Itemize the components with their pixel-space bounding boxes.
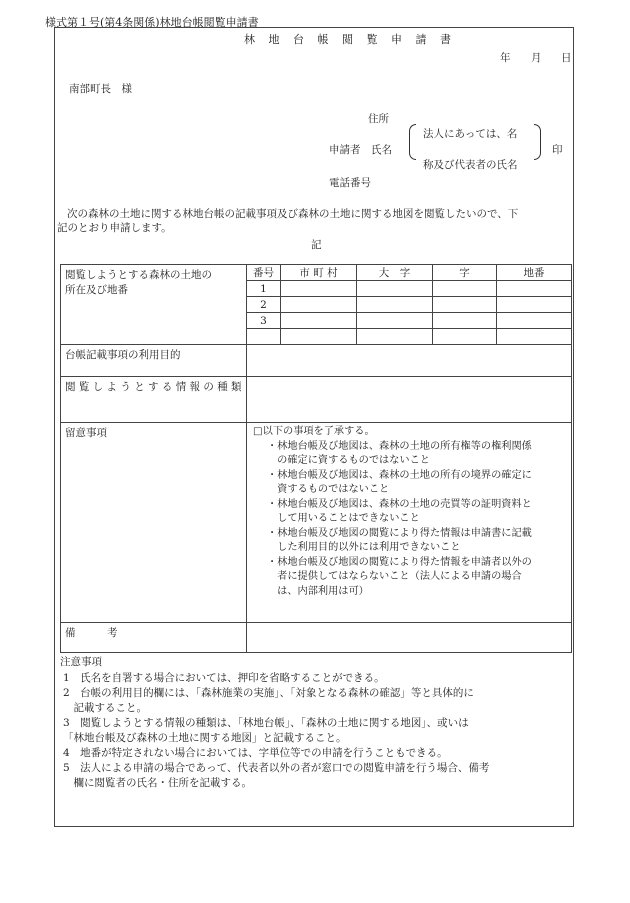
date-month-label: 月 <box>531 52 542 64</box>
consent-checkbox[interactable]: □以下の事項を了承する。 <box>253 426 375 437</box>
bullet-line: ・林地台帳及び地図は、森林の土地の所有の境界の確定に <box>267 469 532 481</box>
oaza-cell[interactable] <box>357 329 433 345</box>
city-cell[interactable] <box>281 313 357 329</box>
bullet-line: の確定に資するものではないこと <box>267 455 430 466</box>
form-title: 林 地 台 帳 閲 覧 申 請 書 <box>244 33 456 46</box>
remarks-label: 備 考 <box>61 623 247 653</box>
chiban-cell[interactable] <box>497 297 572 313</box>
location-label-line1: 閲覧しようとする森林の土地の <box>65 269 212 281</box>
chiban-cell[interactable] <box>497 313 572 329</box>
bullet-line: した利用目的以外には利用できないこと <box>267 542 461 553</box>
city-cell[interactable] <box>281 297 357 313</box>
bullet-line: 資するものではないこと <box>267 484 390 495</box>
ki-mark: 記 <box>311 239 322 251</box>
bullet-line: ・林地台帳及び地図は、森林の土地の所有権等の権利関係 <box>267 440 532 452</box>
note-item: 4 地番が特定されない場合においては、字単位等での申請を行うこともできる。 <box>63 747 448 759</box>
note-item: 1 氏名を自署する場合においては、押印を省略することができる。 <box>63 672 385 684</box>
col-header-city: 市 町 村 <box>281 265 357 281</box>
purpose-label: 台帳記載事項の利用目的 <box>61 345 247 377</box>
form-number: 様式第１号(第4条関係)林地台帳閲覧申請書 <box>45 16 259 29</box>
right-bracket <box>534 124 541 160</box>
row-number: 1 <box>247 281 281 297</box>
city-cell[interactable] <box>281 329 357 345</box>
purpose-field[interactable] <box>247 345 572 377</box>
note-item: 欄に閲覧者の氏名・住所を記載する。 <box>63 777 252 789</box>
corp-note-line2: 称及び代表者の氏名 <box>423 159 518 171</box>
chiban-cell[interactable] <box>497 329 572 345</box>
phone-label: 電話番号 <box>329 177 371 189</box>
info-type-field[interactable] <box>247 377 572 423</box>
date-year-label: 年 <box>500 52 511 64</box>
location-label-line2: 所在及び地番 <box>65 284 128 296</box>
row-number <box>247 329 281 345</box>
col-header-chiban: 地番 <box>497 265 572 281</box>
left-bracket <box>409 124 416 160</box>
address-label: 住所 <box>368 113 389 125</box>
aza-cell[interactable] <box>433 329 497 345</box>
bullet-line: ・林地台帳及び地図は、森林の土地の売買等の証明資料と <box>267 498 532 510</box>
row-number: 3 <box>247 313 281 329</box>
col-header-aza: 字 <box>433 265 497 281</box>
bullet-line: して用いることはできないこと <box>267 513 420 524</box>
info-type-label: 閲 覧 し よ う と す る 情 報 の 種 類 <box>61 377 247 423</box>
bullet-line: ・林地台帳及び地図の閲覧により得た情報は申請書に記載 <box>267 527 532 539</box>
intro-line2: 記のとおり申請します。 <box>57 222 172 234</box>
city-cell[interactable] <box>281 281 357 297</box>
note-item: 2 台帳の利用目的欄には、「森林施業の実施」、「対象となる森林の確認」等と具体的に <box>63 687 474 699</box>
bullet-line: は、内部利用は可） <box>267 585 369 597</box>
consent-bullets <box>253 440 571 600</box>
col-header-oaza: 大 字 <box>357 265 433 281</box>
addressee: 南部町長 様 <box>69 83 132 95</box>
note-item: 5 法人による申請の場合であって、代表者以外の者が窓口での閲覧申請を行う場合、備考 <box>63 762 490 774</box>
applicant-name-label: 申請者 氏名 <box>329 144 392 156</box>
col-header-number: 番号 <box>247 265 281 281</box>
chiban-cell[interactable] <box>497 281 572 297</box>
seal-mark: 印 <box>552 144 563 156</box>
note-item: 3 閲覧しようとする情報の種類は、「林地台帳」、「森林の土地に関する地図」、或いは <box>63 717 469 729</box>
aza-cell[interactable] <box>433 281 497 297</box>
aza-cell[interactable] <box>433 313 497 329</box>
corp-note-line1: 法人にあっては、名 <box>423 128 518 140</box>
row-number: 2 <box>247 297 281 313</box>
notes-label: 留意事項 <box>61 423 247 623</box>
bullet-line: 者に提供してはならないこと（法人による申請の場合 <box>267 571 522 582</box>
aza-cell[interactable] <box>433 297 497 313</box>
remarks-field[interactable] <box>247 623 572 653</box>
bullet-line: ・林地台帳及び地図の閲覧により得た情報を申請者以外の <box>267 556 532 568</box>
intro-line1: 次の森林の土地に関する林地台帳の記載事項及び森林の土地に関する地図を閲覧したいので、下 <box>67 208 519 220</box>
date-day-label: 日 <box>561 52 572 64</box>
location-label-cell <box>61 265 247 345</box>
oaza-cell[interactable] <box>357 297 433 313</box>
application-table <box>60 264 572 653</box>
notes-content <box>247 423 572 623</box>
oaza-cell[interactable] <box>357 281 433 297</box>
oaza-cell[interactable] <box>357 313 433 329</box>
notes-heading: 注意事項 <box>60 656 102 668</box>
note-item: 記載すること。 <box>63 702 147 714</box>
note-item: 「林地台帳及び森林の土地に関する地図」と記載すること。 <box>63 732 347 744</box>
